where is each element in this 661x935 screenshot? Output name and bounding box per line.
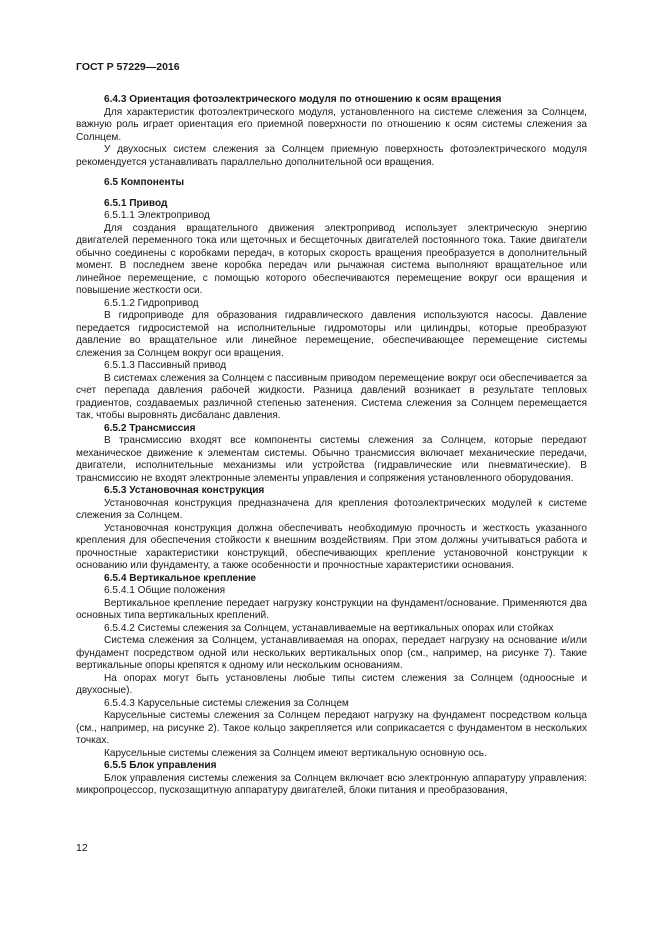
paragraph: Система слежения за Солнцем, устанавливаемая на опорах, передает нагрузку на основание и/или фундамент посредством одной или нескольких вертикальных опор (см., например, на рисунке 7). Такие вертикальные опоры крепятся к одному или нескольким основаниям. bbox=[76, 635, 587, 671]
paragraph: Для создания вращательного движения электропривод использует электрическую энергию двигателей переменного тока или щеточных и бесщеточных двигателей постоянного тока. Такие двигатели обычно соединены с коробками передач, в которых скорость вращения преобразуется в дополнительный момент. В последнем звене коробка передач или рычажная система выполняют вращательное или линейное перемещение, с помощью которого обеспечиваются перемещение вокруг оси вращения и повышение жесткости оси. bbox=[76, 222, 587, 296]
subsection-heading-6-5-4-2: 6.5.4.2 Системы слежения за Солнцем, устанавливаемые на вертикальных опорах или стойках bbox=[104, 622, 554, 634]
paragraph: На опорах могут быть установлены любые типы систем слежения за Солнцем (одноосные и двухосные). bbox=[76, 672, 587, 696]
page-number: 12 bbox=[76, 842, 88, 854]
paragraph: У двухосных систем слежения за Солнцем приемную поверхность фотоэлектрического модуля рекомендуется устанавливать параллельно дополнительной оси вращения. bbox=[76, 144, 587, 168]
section-heading-6-5-4: 6.5.4 Вертикальное крепление bbox=[104, 572, 257, 584]
document-body bbox=[76, 94, 587, 798]
paragraph: Вертикальное крепление передает нагрузку конструкции на фундамент/основание. Применяются два основных типа вертикальных креплений. bbox=[76, 597, 587, 621]
paragraph: В гидроприводе для образования гидравлического давления используются насосы. Давление передается гидросистемой на исполнительные гидромоторы или цилиндры, которые преобразуют давление во вращательное или линейное перемещение, обеспечивающее перемещение системы слежения за Солнцем вокруг оси вращения. bbox=[76, 310, 587, 359]
paragraph: Для характеристик фотоэлектрического модуля, установленного на системе слежения за Солнцем, важную роль играет ориентация его приемной поверхности по отношению к осям системы слежения за Солнцем. bbox=[76, 106, 587, 143]
paragraph: Карусельные системы слежения за Солнцем имеют вертикальную основную ось. bbox=[104, 747, 487, 759]
section-heading-6-5-1: 6.5.1 Привод bbox=[104, 197, 168, 209]
section-heading-6-5-2: 6.5.2 Трансмиссия bbox=[104, 422, 196, 434]
section-heading-6-4-3: 6.4.3 Ориентация фотоэлектрического модуля по отношению к осям вращения bbox=[104, 94, 502, 105]
document-header: ГОСТ Р 57229—2016 bbox=[76, 61, 180, 73]
paragraph: В системах слежения за Солнцем с пассивным приводом перемещение вокруг оси обеспечивается за счет перепада давления рабочей жидкости. Разница давлений возникает в результате тепловых градиентов, создаваемых различной степенью затенения. Система слежения за Солнцем перемещается так, чтобы выровнять дисбаланс давления. bbox=[76, 372, 587, 421]
paragraph: Установочная конструкция должна обеспечивать необходимую прочность и жесткость указанного крепления для обеспечения стойкости к внешним воздействиям. При этом должны учитываться работа и прочностные характеристики конструкций, обеспечивающих крепление установочной конструкции к основанию или фундаменту, а также особенности и прочностные характеристики основания. bbox=[76, 522, 587, 571]
paragraph: В трансмиссию входят все компоненты системы слежения за Солнцем, которые передают механическое движение к элементам системы. Обычно трансмиссия включает механические передачи, двигатели, исполнительные механизмы или устройства (гидравлические или пневматические). В трансмиссию не входят электронные элементы управления и сопряжения установленного оборудования. bbox=[76, 435, 587, 484]
section-heading-6-5-3: 6.5.3 Установочная конструкция bbox=[104, 485, 265, 496]
subsection-heading-6-5-4-3: 6.5.4.3 Карусельные системы слежения за Солнцем bbox=[104, 697, 349, 709]
subsection-heading-6-5-1-1: 6.5.1.1 Электропривод bbox=[104, 210, 210, 221]
paragraph: Карусельные системы слежения за Солнцем передают нагрузку на фундамент посредством кольца (см., например, на рисунке 2). Такое кольцо закрепляется или соприкасается с фундаментом в нескольких точках. bbox=[76, 710, 587, 746]
paragraph: Блок управления системы слежения за Солнцем включает всю электронную аппаратуру управления: микропроцессор, пускозащитную аппаратуру двигателей, блоки питания и преобразования, bbox=[76, 772, 587, 796]
subsection-heading-6-5-1-2: 6.5.1.2 Гидропривод bbox=[104, 297, 199, 309]
subsection-heading-6-5-4-1: 6.5.4.1 Общие положения bbox=[104, 585, 226, 596]
section-heading-6-5: 6.5 Компоненты bbox=[104, 177, 185, 188]
section-heading-6-5-5: 6.5.5 Блок управления bbox=[104, 760, 217, 771]
subsection-heading-6-5-1-3: 6.5.1.3 Пассивный привод bbox=[104, 360, 227, 371]
paragraph: Установочная конструкция предназначена для крепления фотоэлектрических модулей к системе слежения за Солнцем. bbox=[76, 497, 587, 521]
